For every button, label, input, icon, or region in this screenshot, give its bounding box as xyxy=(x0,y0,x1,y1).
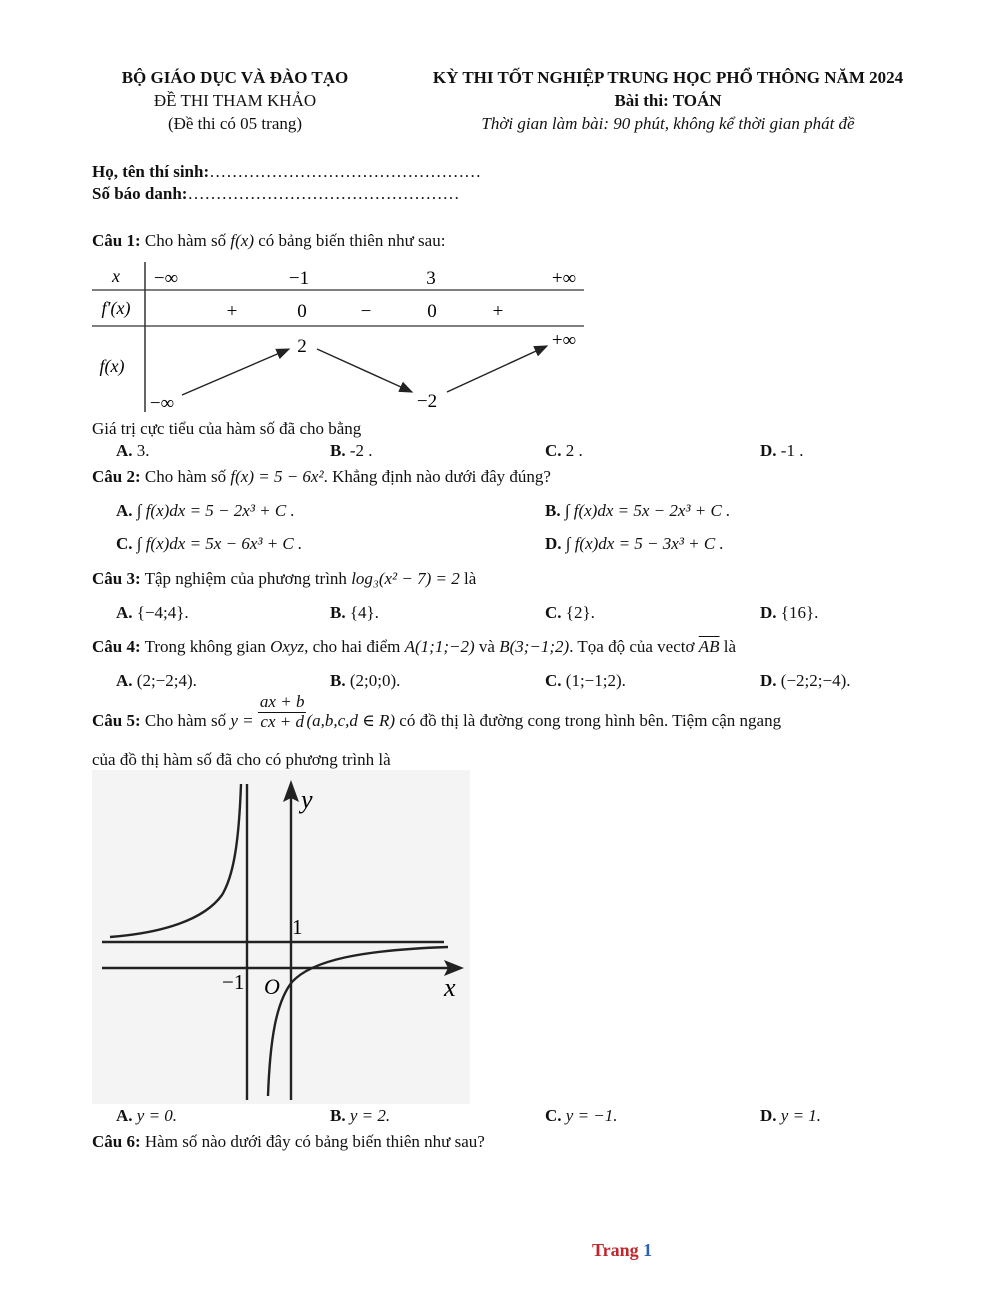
fp-val-3: − xyxy=(360,301,372,322)
option-value: -2 . xyxy=(349,441,373,460)
q1-text-a: Cho hàm số xyxy=(144,231,227,250)
option-label: A. xyxy=(116,441,133,460)
option-label: B. xyxy=(330,603,346,622)
table-f-label: f(x) xyxy=(99,356,125,376)
option-value: (−2;2;−4). xyxy=(780,671,851,690)
q6-text: Hàm số nào dưới đây có bảng biến thiên như sau? xyxy=(144,1132,485,1151)
q1-option-a[interactable] xyxy=(116,441,150,461)
q4-option-c[interactable] xyxy=(545,671,626,691)
candidate-name-line xyxy=(92,162,481,182)
graph-tick-1: 1 xyxy=(292,915,303,939)
candidate-id-dots: ………………………………………… xyxy=(187,184,460,203)
q1-option-b[interactable] xyxy=(330,441,373,461)
exam-title: KỲ THI TỐT NGHIỆP TRUNG HỌC PHỔ THÔNG NĂM 2024 xyxy=(432,68,904,87)
q4-label: Câu 4: xyxy=(92,637,141,656)
f-val-neg-inf: −∞ xyxy=(149,393,175,414)
q2-option-d[interactable] xyxy=(545,534,724,554)
option-value: ∫ f(x)dx = 5 − 2x³ + C . xyxy=(136,501,295,520)
option-value: y = 1. xyxy=(780,1106,822,1125)
option-label: A. xyxy=(116,671,133,690)
page-word: Trang xyxy=(592,1240,639,1260)
q2-label: Câu 2: xyxy=(92,467,141,486)
option-value: {2}. xyxy=(565,603,595,622)
q5-option-c[interactable] xyxy=(545,1106,618,1126)
page-count-note: (Đề thi có 05 trang) xyxy=(167,114,303,133)
option-value: ∫ f(x)dx = 5 − 3x³ + C . xyxy=(565,534,724,553)
q3-option-d[interactable] xyxy=(760,603,818,623)
q6-label: Câu 6: xyxy=(92,1132,141,1151)
q2-stem xyxy=(92,467,551,487)
arrow-up-2 xyxy=(447,346,547,392)
option-value: -1 . xyxy=(780,441,804,460)
q2-option-a[interactable] xyxy=(116,501,295,521)
q5-text-b: có đồ thị là đường cong trong hình bên. Tiệm cận ngang xyxy=(399,711,782,730)
x-val-4: +∞ xyxy=(551,268,577,289)
page-footer xyxy=(592,1240,652,1261)
q3-option-c[interactable] xyxy=(545,603,595,623)
q5-stem-cont: của đồ thị hàm số đã cho có phương trình là xyxy=(92,750,391,769)
q1-stem xyxy=(92,231,445,251)
q5-numerator: ax + b xyxy=(259,691,305,711)
q4-text-a: Trong không gian xyxy=(144,637,266,656)
q5-y-eq: y = xyxy=(230,711,254,730)
f-val-pos-inf: +∞ xyxy=(551,330,577,351)
option-value: {16}. xyxy=(780,603,819,622)
f-val-min: −2 xyxy=(416,391,438,412)
x-val-3: 3 xyxy=(426,268,436,289)
subject: Bài thi: TOÁN xyxy=(614,91,722,110)
f-val-max: 2 xyxy=(297,336,307,357)
option-label: A. xyxy=(116,603,133,622)
option-label: C. xyxy=(545,603,562,622)
option-label: C. xyxy=(116,534,133,553)
q5-condition: (a,b,c,d ∈ R) xyxy=(306,711,396,730)
q6-stem xyxy=(92,1132,485,1152)
option-label: D. xyxy=(760,603,777,622)
option-label: D. xyxy=(545,534,562,553)
q4-text-d: . Tọa độ của vectơ xyxy=(569,637,695,656)
candidate-id-label: Số báo danh: xyxy=(92,184,188,203)
fp-val-4: 0 xyxy=(427,301,437,322)
q2-option-c[interactable] xyxy=(116,534,302,554)
q4-option-d[interactable] xyxy=(760,671,850,691)
option-value: (2;0;0). xyxy=(349,671,401,690)
q3-label: Câu 3: xyxy=(92,569,141,588)
q5-fraction xyxy=(258,693,307,731)
option-label: B. xyxy=(330,671,346,690)
option-value: (1;−1;2). xyxy=(565,671,626,690)
q1-fx: f(x) xyxy=(230,231,254,250)
option-label: B. xyxy=(545,501,561,520)
table-fprime-label: f′(x) xyxy=(101,298,131,318)
q1-option-d[interactable] xyxy=(760,441,803,461)
arrow-down xyxy=(317,349,412,392)
option-value: 3. xyxy=(136,441,150,460)
q5-option-d[interactable] xyxy=(760,1106,821,1126)
q5-option-b[interactable] xyxy=(330,1106,390,1126)
option-label: C. xyxy=(545,671,562,690)
option-value: y = 2. xyxy=(349,1106,391,1125)
q4-point-b: B(3;−1;2) xyxy=(499,637,570,656)
q4-space: Oxyz xyxy=(270,637,305,656)
q5-denominator: cx + d xyxy=(260,711,304,731)
graph-origin-label: O xyxy=(264,974,280,999)
q2-text-a: Cho hàm số xyxy=(144,467,227,486)
q4-text-c: và xyxy=(478,637,495,656)
q5-option-a[interactable] xyxy=(116,1106,177,1126)
option-label: D. xyxy=(760,671,777,690)
x-val-2: −1 xyxy=(288,268,310,289)
q5-graph xyxy=(92,770,470,1104)
option-label: A. xyxy=(116,1106,133,1125)
q1-text-b: có bảng biến thiên như sau: xyxy=(258,231,446,250)
q4-option-a[interactable] xyxy=(116,671,197,691)
fp-val-2: 0 xyxy=(297,301,307,322)
option-label: D. xyxy=(760,441,777,460)
q4-text-b: , cho hai điểm xyxy=(304,637,401,656)
q4-vector: $\overline{AB}$ xyxy=(698,637,720,656)
q3-text-b: là xyxy=(463,569,477,588)
option-label: D. xyxy=(760,1106,777,1125)
q2-option-b[interactable] xyxy=(545,501,730,521)
q1-label: Câu 1: xyxy=(92,231,141,250)
option-label: C. xyxy=(545,441,562,460)
candidate-name-label: Họ, tên thí sinh: xyxy=(92,162,210,181)
q1-variation-table xyxy=(92,262,584,414)
page-number: 1 xyxy=(643,1240,653,1260)
option-value: {4}. xyxy=(349,603,379,622)
arrow-up-1 xyxy=(182,349,289,395)
fp-val-5: + xyxy=(492,301,504,322)
table-x-label: x xyxy=(112,266,120,286)
exam-type: ĐỀ THI THAM KHẢO xyxy=(153,91,317,110)
option-label: C. xyxy=(545,1106,562,1125)
q3-text-a: Tập nghiệm của phương trình xyxy=(144,569,347,588)
graph-x-label: x xyxy=(444,973,456,1002)
q3-option-a[interactable] xyxy=(116,603,189,623)
q5-label: Câu 5: xyxy=(92,711,141,730)
option-value: {−4;4}. xyxy=(136,603,189,622)
option-label: B. xyxy=(330,441,346,460)
q3-stem xyxy=(92,569,476,589)
time-note: Thời gian làm bài: 90 phút, không kể thời gian phát đề xyxy=(481,114,855,133)
graph-y-label: y xyxy=(301,785,313,814)
option-label: A. xyxy=(116,501,133,520)
option-value: (2;−2;4). xyxy=(136,671,197,690)
option-value: ∫ f(x)dx = 5x − 6x³ + C . xyxy=(136,534,303,553)
q1-option-c[interactable] xyxy=(545,441,583,461)
ministry-name: BỘ GIÁO DỤC VÀ ĐÀO TẠO xyxy=(121,68,349,87)
candidate-id-line xyxy=(92,184,459,204)
x-val-1: −∞ xyxy=(153,268,179,289)
q3-option-b[interactable] xyxy=(330,603,379,623)
fp-val-1: + xyxy=(226,301,238,322)
q5-stem xyxy=(92,691,782,731)
q4-text-e: là xyxy=(723,637,737,656)
q4-option-b[interactable] xyxy=(330,671,400,691)
graph-tick-neg1: −1 xyxy=(222,970,245,994)
q4-point-a: A(1;1;−2) xyxy=(404,637,475,656)
candidate-name-dots: ………………………………………… xyxy=(209,162,482,181)
option-value: y = 0. xyxy=(136,1106,178,1125)
option-value: ∫ f(x)dx = 5x − 2x³ + C . xyxy=(564,501,731,520)
q4-stem xyxy=(92,637,736,657)
option-label: B. xyxy=(330,1106,346,1125)
q1-question: Giá trị cực tiểu của hàm số đã cho bằng xyxy=(92,419,362,438)
option-value: y = −1. xyxy=(565,1106,618,1125)
q3-formula: log₃(x² − 7) = 2 xyxy=(351,569,460,588)
q2-formula: f(x) = 5 − 6x² xyxy=(230,467,324,486)
q2-text-b: . Khẳng định nào dưới đây đúng? xyxy=(323,467,551,486)
q5-text-a: Cho hàm số xyxy=(144,711,227,730)
option-value: 2 . xyxy=(565,441,583,460)
